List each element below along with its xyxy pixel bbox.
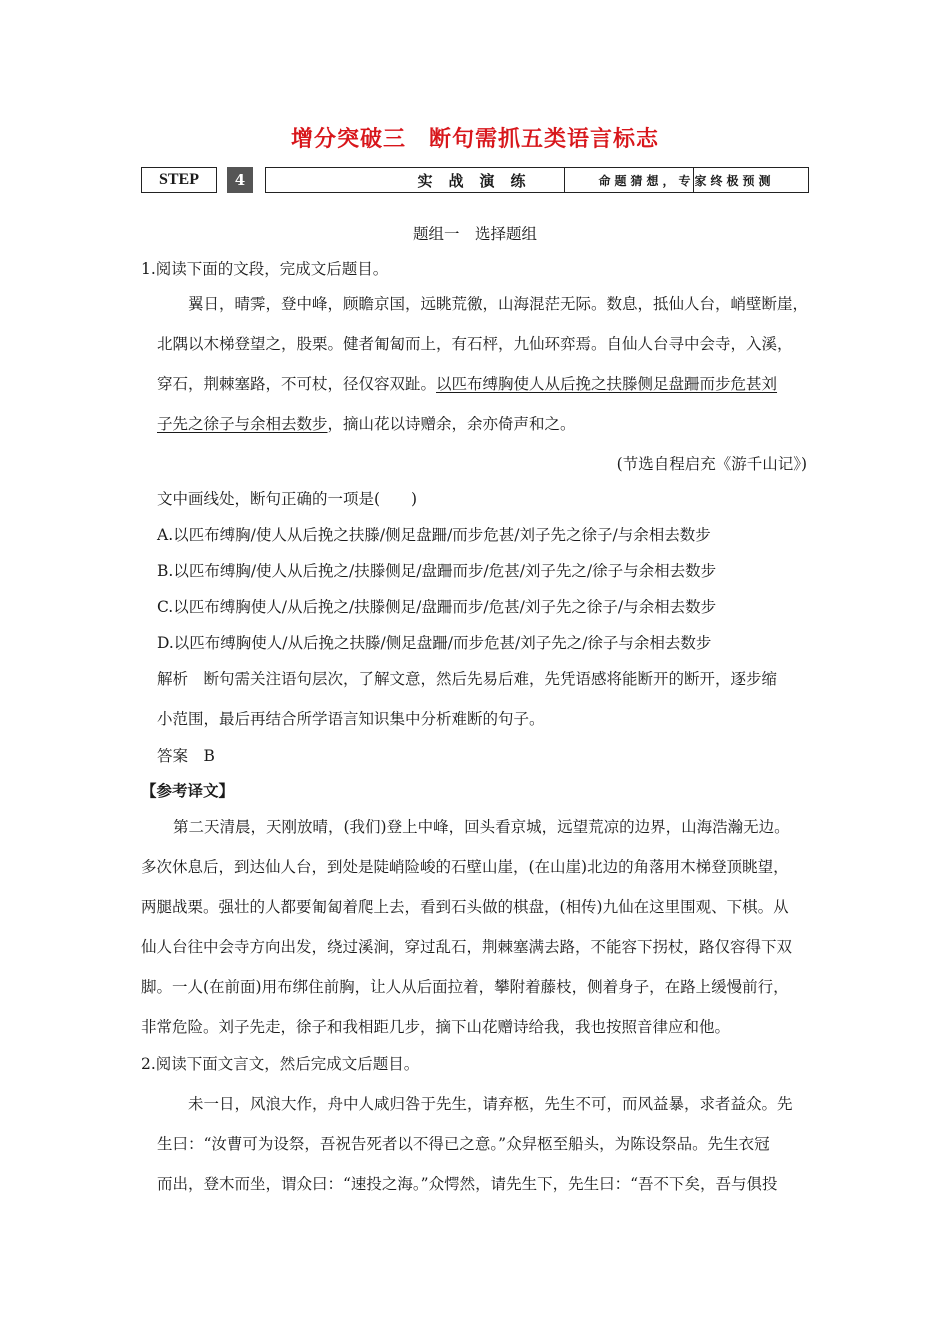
option-d: D.以匹布缚胸使人/从后挽之扶滕/侧足盘跚/而步危甚/刘子先之/徐子与余相去数步 bbox=[157, 634, 712, 652]
q2-prompt: 2.阅读下面文言文，然后完成文后题目。 bbox=[141, 1055, 420, 1073]
predict-label: 命题猜想，专家终极预测 bbox=[564, 167, 809, 193]
translation-line: 两腿战栗。强壮的人都要匍匐着爬上去，看到石头做的棋盘，(相传)九仙在这里围观、下棋。从 bbox=[141, 898, 789, 916]
step-banner bbox=[141, 167, 809, 195]
underlined-passage: 以匹布缚胸使人从后挽之扶滕侧足盘跚而步危甚刘 bbox=[436, 375, 778, 393]
underlined-passage: 子先之徐子与余相去数步 bbox=[157, 415, 328, 433]
practice-label: 实战演练 bbox=[265, 167, 694, 193]
translation-line: 第二天清晨，天刚放晴，(我们)登上中峰，回头看京城，远望荒凉的边界，山海浩瀚无边。 bbox=[173, 818, 790, 836]
option-b: B.以匹布缚胸/使人从后挽之/扶滕侧足/盘跚而步/危甚/刘子先之/徐子与余相去数步 bbox=[157, 562, 717, 580]
group-heading: 题组一 选择题组 bbox=[412, 225, 537, 243]
q1-passage-line: 翼日，晴霁，登中峰，顾瞻京国，远眺荒徼，山海混茫无际。数息，抵仙人台，峭壁断崖， bbox=[188, 295, 809, 313]
q1-source: (节选自程启充《游千山记》) bbox=[616, 455, 807, 473]
step-label: STEP bbox=[141, 167, 217, 193]
answer: 答案 B bbox=[157, 747, 215, 765]
q1-passage-line: 北隅以木梯登望之，股栗。健者匍匐而上，有石枰，九仙环弈焉。自仙人台寻中会寺，入溪， bbox=[157, 335, 793, 353]
q1-stem: 文中画线处，断句正确的一项是( ) bbox=[157, 490, 418, 508]
translation-heading: 【参考译文】 bbox=[141, 781, 235, 800]
option-c: C.以匹布缚胸使人/从后挽之/扶滕侧足/盘跚而步/危甚/刘子先之徐子/与余相去数步 bbox=[157, 598, 717, 616]
q2-passage-line: 未一日，风浪大作，舟中人咸归咎于先生，请弃柩，先生不可，而风益暴，求者益众。先 bbox=[188, 1095, 793, 1113]
q1-passage-line bbox=[157, 372, 777, 394]
translation-line: 脚。一人(在前面)用布绑住前胸，让人从后面拉着，攀附着藤枝，侧着身子，在路上缓慢前行， bbox=[141, 978, 789, 996]
passage-text: 穿石，荆棘塞路，不可杖，径仅容双趾。 bbox=[157, 375, 437, 393]
q1-prompt: 1.阅读下面的文段，完成文后题目。 bbox=[141, 260, 389, 278]
translation-line: 仙人台往中会寺方向出发，绕过溪涧，穿过乱石，荆棘塞满去路，不能容下拐杖，路仅容得下双 bbox=[141, 938, 793, 956]
q2-passage-line: 而出，登木而坐，谓众曰：“速投之海。”众愕然，请先生下，先生曰：“吾不下矣，吾与俱投 bbox=[157, 1175, 778, 1193]
translation-line: 多次休息后，到达仙人台，到处是陡峭险峻的石壁山崖，(在山崖)北边的角落用木梯登顶眺望， bbox=[141, 858, 789, 876]
passage-text: ，摘山花以诗赠余，余亦倚声和之。 bbox=[327, 415, 576, 433]
analysis-line: 解析 断句需关注语句层次，了解文意，然后先易后难，先凭语感将能断开的断开，逐步缩 bbox=[157, 670, 778, 688]
page-title: 增分突破三 断句需抓五类语言标志 bbox=[290, 127, 659, 152]
q1-passage-line bbox=[157, 412, 576, 434]
analysis-line: 小范围，最后再结合所学语言知识集中分析难断的句子。 bbox=[157, 710, 545, 728]
step-number-badge: 4 bbox=[227, 167, 253, 193]
q2-passage-line: 生曰：“汝曹可为设祭，吾祝告死者以不得已之意。”众舁柩至船头，为陈设祭品。先生衣冠 bbox=[157, 1135, 770, 1153]
option-a: A.以匹布缚胸/使人从后挽之扶滕/侧足盘跚/而步危甚/刘子先之徐子/与余相去数步 bbox=[157, 526, 711, 544]
translation-line: 非常危险。刘子先走，徐子和我相距几步，摘下山花赠诗给我，我也按照音律应和他。 bbox=[141, 1018, 731, 1036]
